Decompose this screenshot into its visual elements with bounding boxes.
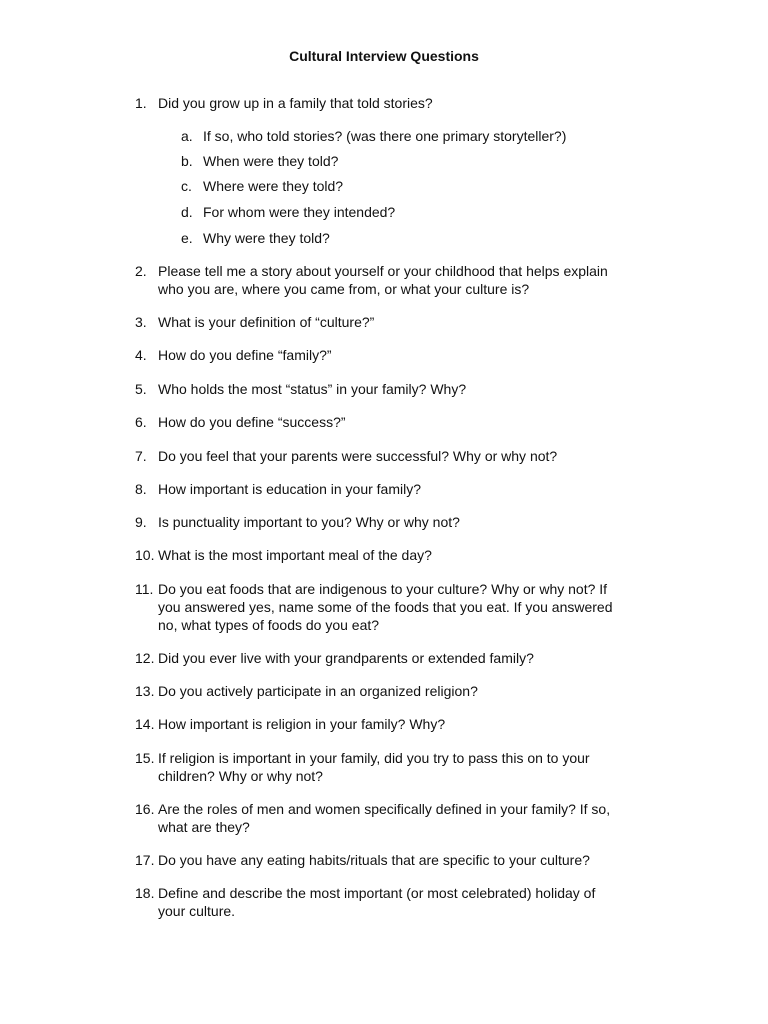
question-text: Is punctuality important to you? Why or why not?	[158, 514, 460, 530]
sub-question-letter: a.	[181, 128, 193, 144]
sub-question-letter: e.	[181, 230, 193, 246]
question-text: How important is education in your family?	[158, 481, 422, 497]
question-line: If religion is important in your family, did you try to pass this on to your	[158, 750, 590, 766]
question-text	[158, 800, 668, 836]
question-line: children? Why or why not?	[158, 768, 323, 784]
question-number: 8.	[135, 481, 147, 497]
sub-question-text: For whom were they intended?	[203, 204, 396, 220]
question-line: Do you eat foods that are indigenous to your culture? Why or why not? If	[158, 581, 608, 597]
question-number: 7.	[135, 448, 147, 464]
question-text: Did you ever live with your grandparents or extended family?	[158, 650, 534, 666]
question-text	[158, 884, 668, 920]
question-text: How do you define “family?”	[158, 347, 332, 363]
question-text: How important is religion in your family? Why?	[158, 716, 446, 732]
page-title: Cultural Interview Questions	[289, 48, 479, 64]
question-number: 10.	[135, 547, 155, 563]
sub-question-text: If so, who told stories? (was there one primary storyteller?)	[203, 128, 567, 144]
question-text: Do you have any eating habits/rituals that are specific to your culture?	[158, 852, 590, 868]
sub-question-letter: c.	[181, 178, 192, 194]
question-line: Define and describe the most important (or most celebrated) holiday of	[158, 885, 596, 901]
question-number: 4.	[135, 347, 147, 363]
question-text	[158, 749, 668, 785]
question-number: 17.	[135, 852, 155, 868]
question-number: 15.	[135, 750, 155, 766]
question-number: 9.	[135, 514, 147, 530]
question-line: Are the roles of men and women specifically defined in your family? If so,	[158, 801, 611, 817]
question-text: Did you grow up in a family that told stories?	[158, 95, 433, 111]
sub-question-text: When were they told?	[203, 153, 339, 169]
question-text	[158, 580, 668, 634]
question-text: Who holds the most “status” in your family? Why?	[158, 381, 467, 397]
question-text	[158, 262, 668, 298]
question-line: Please tell me a story about yourself or your childhood that helps explain	[158, 263, 608, 279]
question-number: 1.	[135, 95, 147, 111]
question-line: who you are, where you came from, or what your culture is?	[158, 281, 530, 297]
question-number: 12.	[135, 650, 155, 666]
sub-question-text: Why were they told?	[203, 230, 330, 246]
sub-question-letter: d.	[181, 204, 193, 220]
question-number: 6.	[135, 414, 147, 430]
question-number: 3.	[135, 314, 147, 330]
sub-question-text: Where were they told?	[203, 178, 344, 194]
question-text: What is the most important meal of the day?	[158, 547, 432, 563]
question-text: How do you define “success?”	[158, 414, 346, 430]
question-number: 11.	[135, 581, 154, 597]
question-number: 14.	[135, 716, 155, 732]
question-text: What is your definition of “culture?”	[158, 314, 375, 330]
question-number: 16.	[135, 801, 155, 817]
question-line: no, what types of foods do you eat?	[158, 617, 380, 633]
question-text: Do you feel that your parents were successful? Why or why not?	[158, 448, 558, 464]
question-line: what are they?	[158, 819, 250, 835]
question-number: 5.	[135, 381, 147, 397]
question-text: Do you actively participate in an organized religion?	[158, 683, 478, 699]
question-number: 2.	[135, 263, 147, 279]
question-line: your culture.	[158, 903, 236, 919]
question-number: 13.	[135, 683, 155, 699]
sub-question-letter: b.	[181, 153, 193, 169]
question-line: you answered yes, name some of the foods that you eat. If you answered	[158, 599, 613, 615]
question-number: 18.	[135, 885, 155, 901]
